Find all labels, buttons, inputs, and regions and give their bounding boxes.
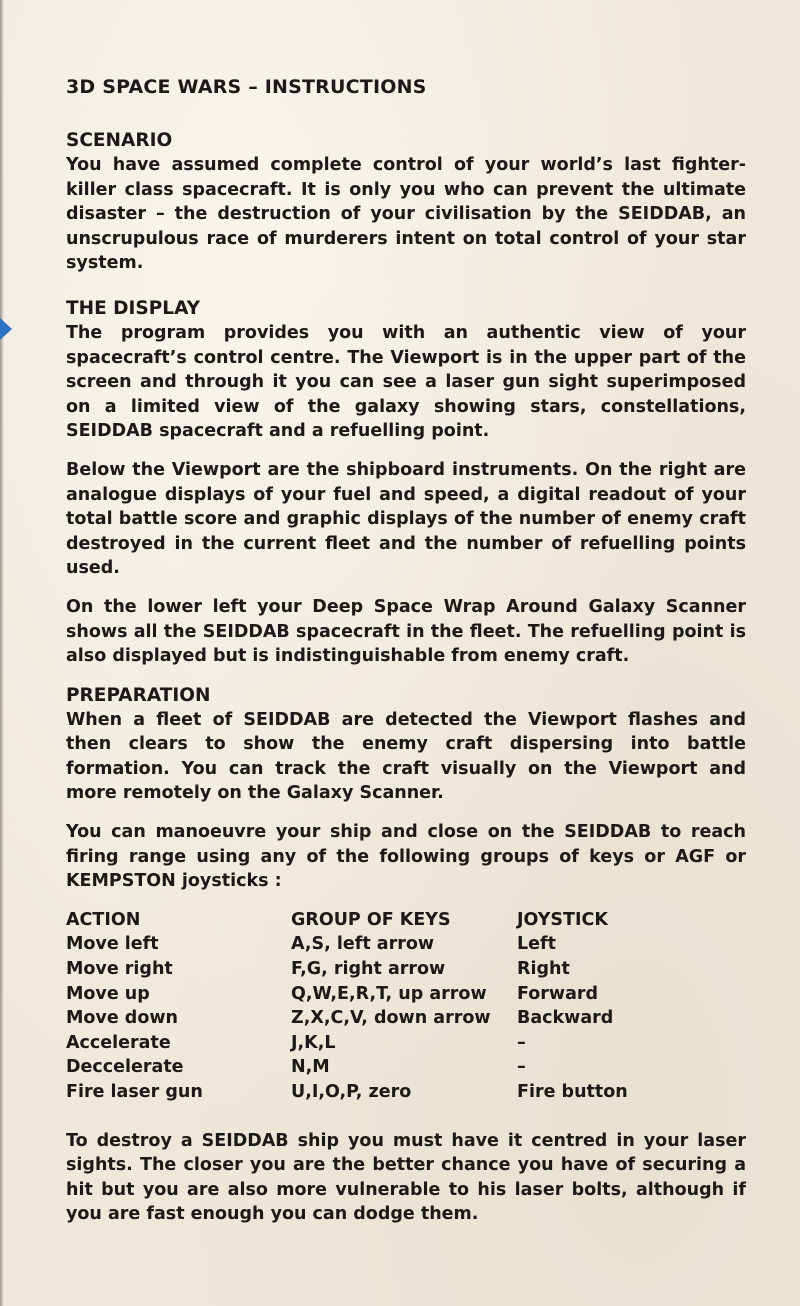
preparation-closing-paragraph: To destroy a SEIDDAB ship you must have it centred in your laser sights. The closer you are the better chance you have of securing a hit but you are also more vulnerable to his laser bolts, although if you are fast enough you can dodge them. <box>66 1130 746 1225</box>
keys-cell: A,S, left arrow <box>291 934 435 955</box>
joystick-cell: Forward <box>517 983 599 1004</box>
display-paragraph-1: The program provides you with an authentic view of your spacecraft’s control centre. The Viewport is in the upper part of the screen and through it you can see a laser gun sight superimposed on a limited view of the galaxy showing stars, constellations, SEIDDAB spacecraft and a refuelling point. <box>66 322 746 442</box>
scenario-paragraph: You have assumed complete control of your world’s last fighter-killer class spacecraft. It is only you who can prevent the ultimate disaster – the destruction of your civilisation by the SEIDDAB, an unscrupulous race of murderers intent on total control of your star system. <box>66 155 746 274</box>
table-row <box>66 957 746 982</box>
joystick-cell: Right <box>517 959 570 980</box>
blue-arrow-icon <box>0 318 12 340</box>
header-action: ACTION <box>66 909 141 930</box>
joystick-cell: – <box>517 1032 526 1053</box>
table-row <box>66 1055 746 1080</box>
action-cell: Move down <box>66 1008 178 1029</box>
table-row <box>66 932 746 957</box>
controls-table-header <box>66 908 746 933</box>
page-title: 3D SPACE WARS – INSTRUCTIONS <box>66 76 427 98</box>
table-row <box>66 982 746 1007</box>
header-group-of-keys: GROUP OF KEYS <box>291 909 451 930</box>
action-cell: Move right <box>66 959 173 980</box>
display-paragraph-2: Below the Viewport are the shipboard instruments. On the right are analogue displays of your fuel and speed, a digital readout of your total battle score and graphic displays of the number of enemy craft destroyed in the current fleet and the number of refuelling points used. <box>66 459 746 579</box>
keys-cell: J,K,L <box>291 1032 336 1053</box>
action-cell: Move up <box>66 983 150 1004</box>
action-cell: Move left <box>66 934 159 955</box>
controls-table <box>66 908 746 1105</box>
action-cell: Accelerate <box>66 1032 171 1053</box>
table-row <box>66 1080 746 1105</box>
table-row <box>66 1006 746 1031</box>
preparation-paragraph-1: When a fleet of SEIDDAB are detected the Viewport flashes and then clears to show the enemy craft dispersing into battle formation. You can track the craft visually on the Viewport and more remotely on the Galaxy Scanner. <box>66 709 746 804</box>
preparation-paragraph-2: You can manoeuvre your ship and close on the SEIDDAB to reach firing range using any of the following groups of keys or AGF or KEMPSTON joysticks : <box>66 822 746 892</box>
keys-cell: F,G, right arrow <box>291 959 446 980</box>
joystick-cell: Backward <box>517 1008 614 1029</box>
keys-cell: Z,X,C,V, down arrow <box>291 1008 491 1029</box>
page-content <box>66 74 746 1241</box>
keys-cell: N,M <box>291 1057 330 1078</box>
section-heading-preparation: PREPARATION <box>66 684 211 706</box>
joystick-cell: – <box>517 1057 526 1078</box>
header-joystick: JOYSTICK <box>517 909 608 930</box>
action-cell: Fire laser gun <box>66 1082 203 1102</box>
keys-cell: Q,W,E,R,T, up arrow <box>291 983 487 1004</box>
display-paragraph-3: On the lower left your Deep Space Wrap Around Galaxy Scanner shows all the SEIDDAB spacecraft in the fleet. The refuelling point is also displayed but is indistinguishable from enemy craft. <box>66 596 746 667</box>
action-cell: Deccelerate <box>66 1057 184 1078</box>
section-heading-scenario: SCENARIO <box>66 130 173 151</box>
section-heading-display: THE DISPLAY <box>66 297 201 319</box>
page-left-edge <box>0 0 4 1306</box>
table-row <box>66 1031 746 1056</box>
keys-cell: U,I,O,P, zero <box>291 1082 412 1102</box>
joystick-cell: Left <box>517 934 556 955</box>
joystick-cell: Fire button <box>517 1082 628 1102</box>
